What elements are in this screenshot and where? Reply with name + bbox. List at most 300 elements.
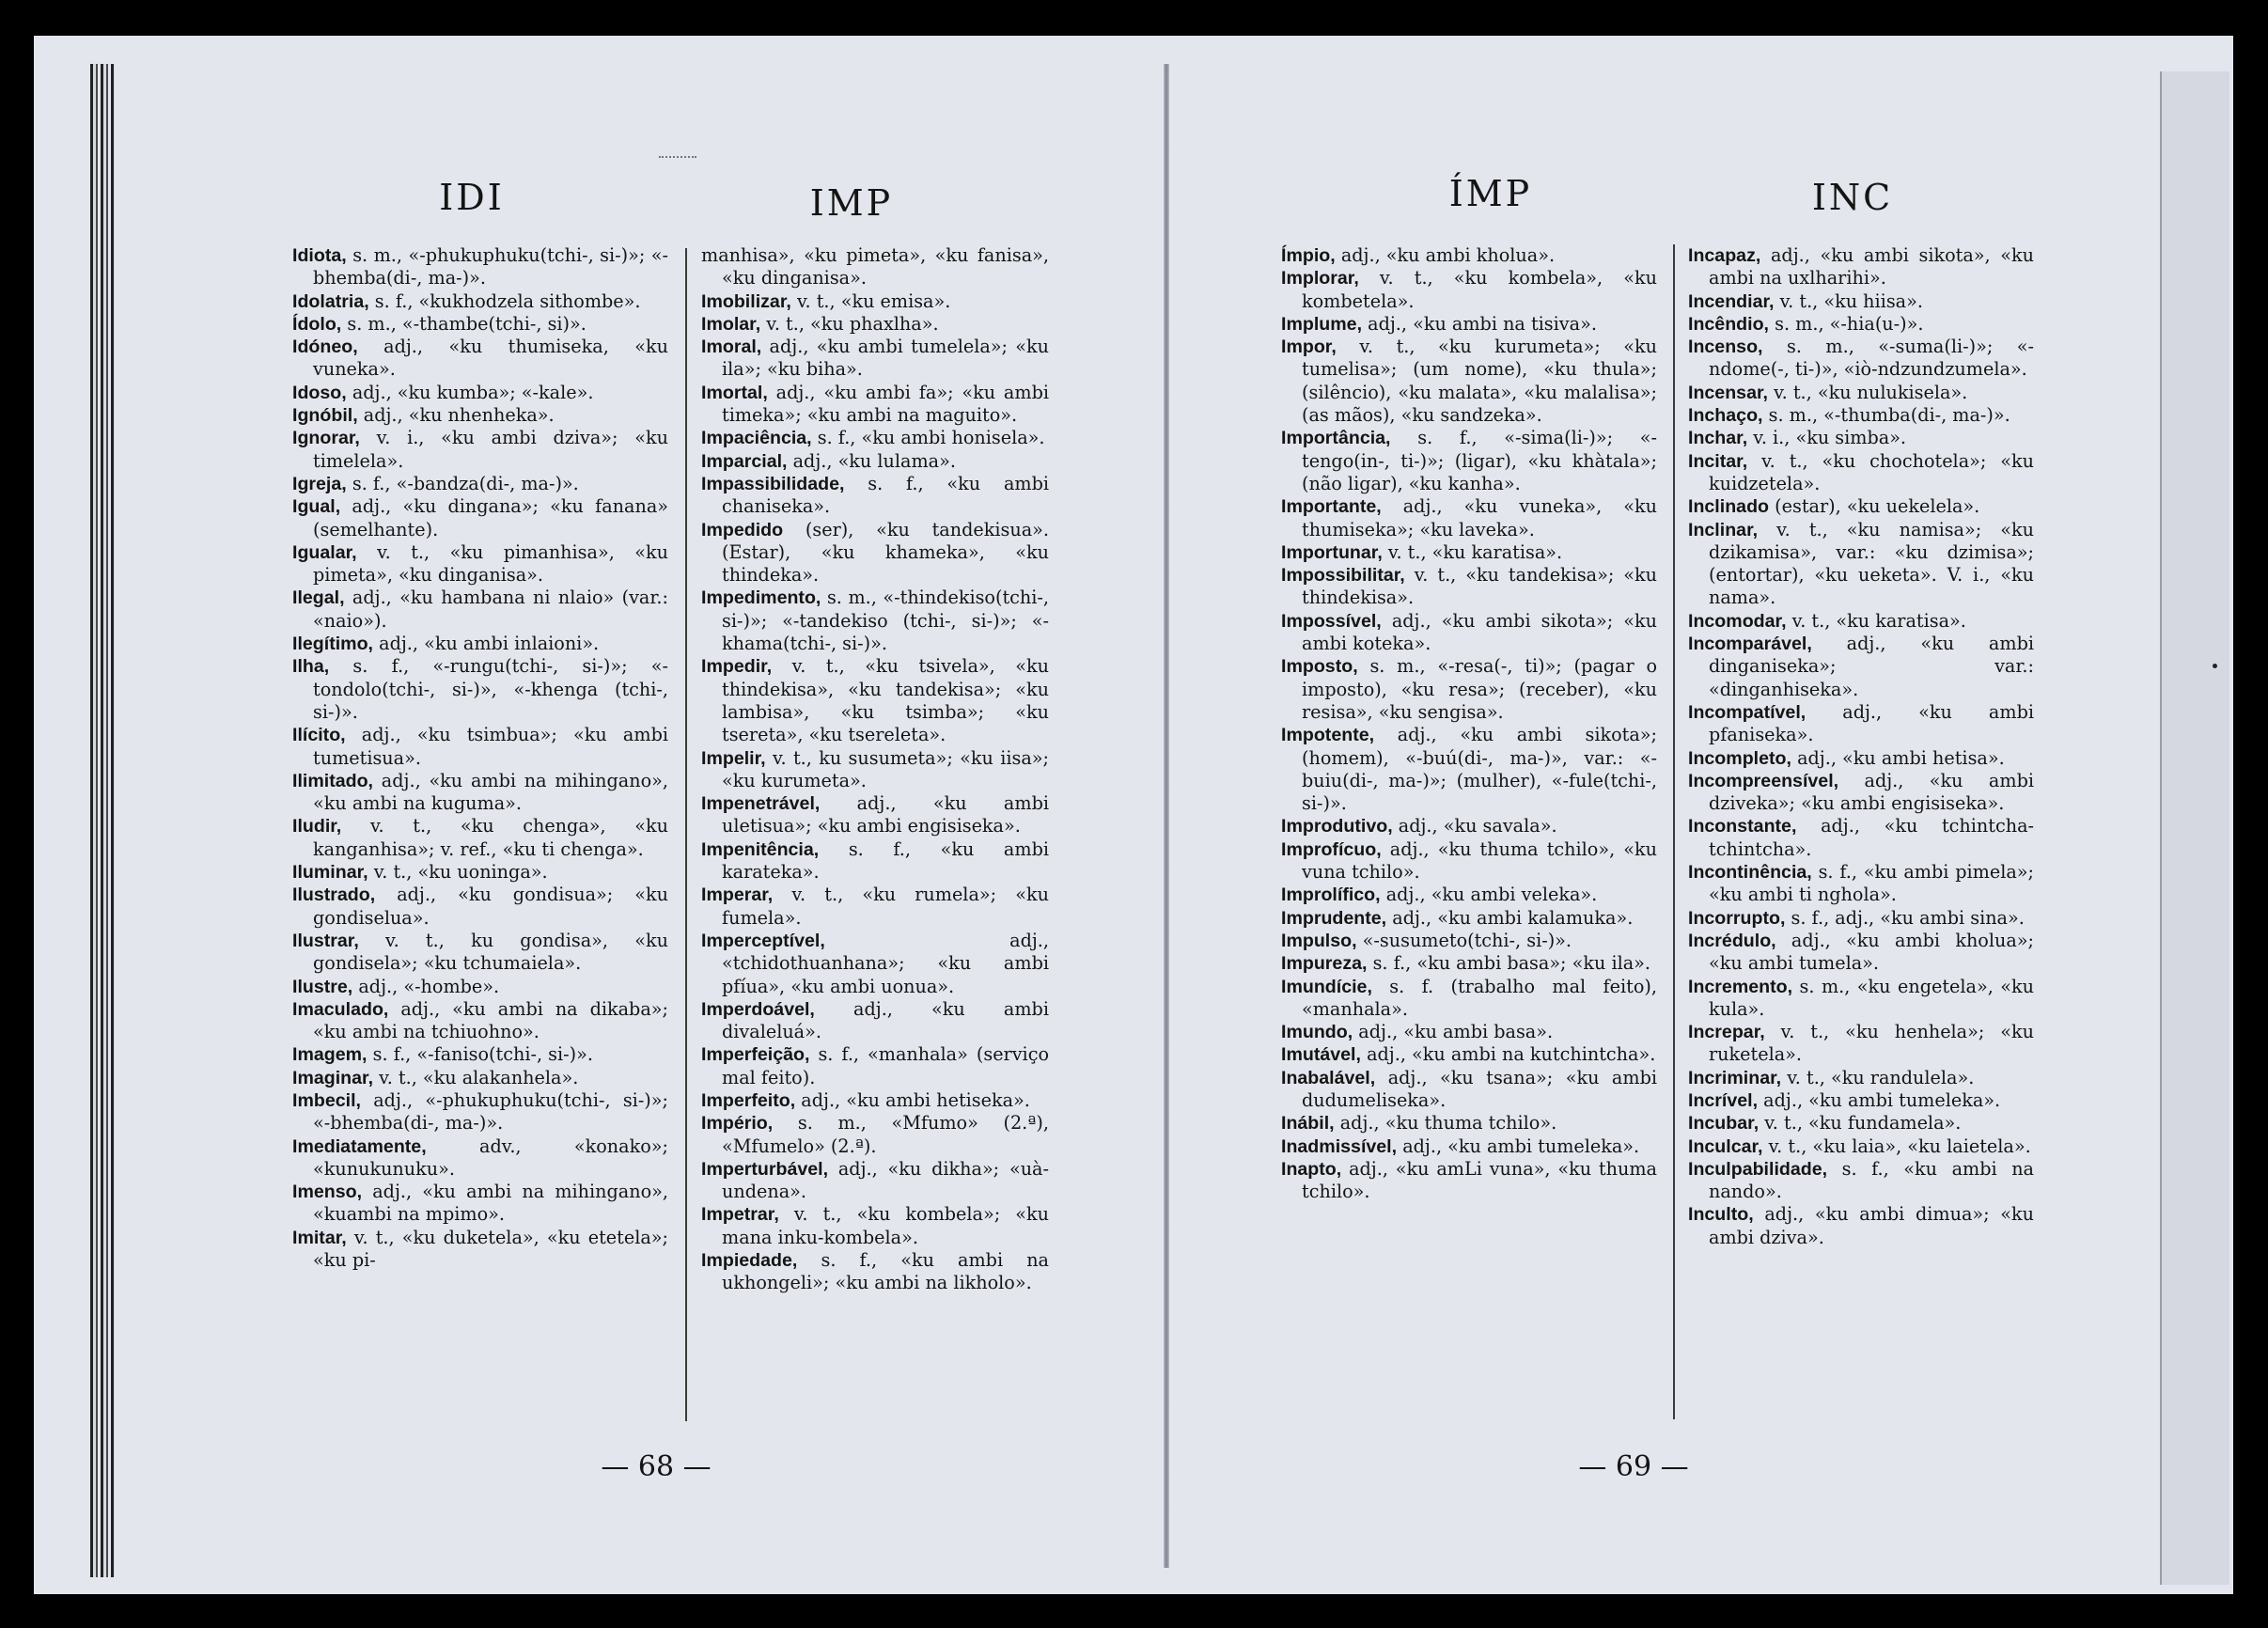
entry-definition: s. f., adj., «ku ambi sina». <box>1791 906 2025 929</box>
entry-headword: Implume, <box>1281 313 1363 335</box>
entry-definition: v. t., «ku karatisa». <box>1387 540 1563 563</box>
dictionary-entry <box>701 747 1049 793</box>
dictionary-entry <box>292 998 668 1044</box>
entry-definition: adj., «ku ambi na tisiva». <box>1368 312 1597 335</box>
entry-definition: v. t., ku gondisa», «ku gondisela»; «ku tchumaiela». <box>313 929 668 975</box>
entry-definition: v. t., «ku phaxlha». <box>766 312 939 335</box>
entry-definition: s. f., «-rungu(tchi-, si-)»; «-tondolo(tchi-, si-)», «-khenga (tchi-, si-)». <box>313 655 668 723</box>
entry-headword: Incompreensível, <box>1688 770 1839 791</box>
entry-definition: adj., «ku tsana»; «ku ambi dudumeliseka». <box>1302 1066 1657 1111</box>
entry-definition: adj., «ku thuma tchilo». <box>1339 1112 1557 1135</box>
entry-headword: Imposto, <box>1281 656 1358 678</box>
entry-definition: s. m., «-thambe(tchi-, si)». <box>347 312 587 335</box>
right-page-edge <box>2160 71 2229 1585</box>
entry-headword: Improlífico, <box>1281 884 1381 906</box>
dictionary-entry <box>292 1067 668 1089</box>
dictionary-entry <box>292 495 668 541</box>
right-page-column-1 <box>1281 244 1657 1203</box>
entry-headword: Ignóbil, <box>292 405 358 427</box>
entry-definition: v. t., «ku duketela», «ku etetela»; «ku pi- <box>313 1226 668 1272</box>
entry-headword: Igreja, <box>292 473 347 494</box>
right-header-left: ÍMP <box>1448 173 1533 214</box>
entry-headword: Imolar, <box>701 313 761 335</box>
dictionary-entry <box>292 382 668 404</box>
dictionary-entry <box>292 336 668 382</box>
dictionary-entry <box>701 1249 1049 1295</box>
entry-headword: Imobilizar, <box>701 290 791 312</box>
left-page-column-1 <box>292 244 668 1272</box>
entry-definition: adj., «ku ambi sikota», «ku ambi na uxlharihi». <box>1709 244 2034 290</box>
dictionary-entry <box>701 473 1049 519</box>
dictionary-entry <box>701 450 1049 473</box>
entry-definition: s. m., «Mfumo» (2.ª), «Mfumelo» (2.ª). <box>722 1112 1049 1157</box>
dictionary-entry <box>701 930 1049 998</box>
dictionary-entry <box>701 1043 1049 1089</box>
dictionary-entry <box>1281 930 1657 952</box>
dictionary-entry <box>1281 907 1657 930</box>
entry-headword: Inabalável, <box>1281 1067 1376 1088</box>
entry-definition: adj., «ku ambi na kutchintcha». <box>1367 1043 1656 1066</box>
entry-headword: Ilimitado, <box>292 770 374 791</box>
dictionary-entry <box>701 1158 1049 1204</box>
entry-definition: adj., «ku ambi pfaniseka». <box>1709 700 2034 746</box>
entry-definition: v. t., ku susumeta»; «ku iisa»; «ku kurumeta». <box>722 746 1049 791</box>
entry-headword: Inchar, <box>1688 428 1748 449</box>
entry-headword: Improdutivo, <box>1281 816 1393 837</box>
entry-headword: Ilícito, <box>292 725 346 746</box>
entry-headword: Ilustre, <box>292 976 353 997</box>
entry-definition: s. m., «-thindekiso(tchi-, si-)»; «-tandekiso (tchi-, si-)»; «-khama(tchi-, si-)». <box>722 587 1049 655</box>
dictionary-entry <box>701 336 1049 382</box>
entry-headword: Inconstante, <box>1688 816 1797 837</box>
entry-headword: Incenso, <box>1688 337 1763 358</box>
entry-definition: adj., «ku ambi sikota»; «ku ambi koteka». <box>1302 609 1657 655</box>
entry-headword: Importante, <box>1281 496 1382 518</box>
dictionary-entry <box>1281 1112 1657 1135</box>
right-page-column-2 <box>1688 244 2034 1249</box>
dictionary-entry <box>292 1135 668 1182</box>
dictionary-entry <box>292 655 668 724</box>
dictionary-entry <box>292 930 668 976</box>
dictionary-entry <box>292 633 668 655</box>
entry-headword: Impedido <box>701 519 784 540</box>
entry-headword: Incendiar, <box>1688 290 1775 312</box>
dictionary-entry <box>292 884 668 930</box>
print-smudge <box>659 156 696 165</box>
entry-headword: Impiedade, <box>701 1250 798 1272</box>
entry-headword: Incrível, <box>1688 1089 1759 1111</box>
dictionary-entry <box>1281 838 1657 884</box>
dictionary-entry <box>1281 541 1657 564</box>
entry-definition: adj., «ku ambi kalamuka». <box>1392 906 1634 929</box>
entry-definition: v. t., «ku chochotela»; «ku kuidzetela». <box>1709 449 2034 494</box>
dictionary-entry <box>1688 336 2034 382</box>
entry-headword: Impedir, <box>701 656 773 678</box>
dictionary-entry <box>1281 1067 1657 1113</box>
dictionary-entry <box>1688 1089 2034 1112</box>
entry-headword: Inadmissível, <box>1281 1135 1398 1157</box>
entry-headword: Impor, <box>1281 337 1337 358</box>
entry-headword: Imaginar, <box>292 1067 374 1088</box>
dictionary-entry <box>701 1203 1049 1249</box>
entry-headword: Improfícuo, <box>1281 838 1382 860</box>
entry-headword: Inchaço, <box>1688 405 1763 427</box>
dictionary-entry <box>292 861 668 884</box>
entry-headword: Imortal, <box>701 382 768 403</box>
entry-headword: Impossível, <box>1281 610 1382 632</box>
dictionary-entry <box>701 244 1049 290</box>
entry-definition: adj., «ku ambi na mihingano», «ku ambi na kuguma». <box>313 769 668 815</box>
entry-definition: adj., «ku vuneka», «ku thumiseka»; «ku laveka». <box>1302 495 1657 540</box>
dictionary-entry <box>1688 404 2034 427</box>
entry-definition: adj., «ku ambi uletisua»; «ku ambi engisiseka». <box>722 792 1049 837</box>
entry-headword: Imundície, <box>1281 976 1372 997</box>
entry-definition: adj., «ku tsimbua»; «ku ambi tumetisua». <box>313 724 668 769</box>
entry-definition: v. t., «ku tandekisa»; «ku thindekisa». <box>1302 564 1657 609</box>
dictionary-entry <box>701 792 1049 838</box>
dictionary-entry <box>701 427 1049 449</box>
entry-headword: Incompatível, <box>1688 701 1807 723</box>
dictionary-entry <box>701 519 1049 587</box>
entry-headword: Imperceptível, <box>701 930 825 951</box>
entry-definition: v. t., «ku rumela»; «ku fumela». <box>722 884 1049 929</box>
dictionary-entry <box>1281 313 1657 336</box>
right-page-number: — 69 — <box>1578 1450 1689 1483</box>
entry-headword: Impotente, <box>1281 725 1375 746</box>
entry-definition: s. f., «ku ambi basa»; «ku ila». <box>1372 952 1650 975</box>
entry-definition: s. m., «-thumba(di-, ma-)». <box>1768 404 2010 427</box>
entry-headword: Inábil, <box>1281 1113 1335 1135</box>
dictionary-entry <box>292 290 668 313</box>
book-spread <box>34 36 2233 1594</box>
entry-headword: Idiota, <box>292 245 347 266</box>
entry-definition: adj., «ku ambi tumelela»; «ku ila»; «ku biha». <box>722 336 1049 381</box>
entry-headword: Impureza, <box>1281 953 1368 975</box>
dictionary-entry <box>292 541 668 587</box>
entry-definition: adj., «ku lulama». <box>792 449 956 472</box>
entry-headword: Igual, <box>292 496 341 518</box>
dictionary-entry <box>1688 1112 2034 1135</box>
entry-definition: s. f., «-bandza(di-, ma-)». <box>352 472 579 494</box>
dictionary-entry <box>1688 815 2034 861</box>
dictionary-entry <box>1688 450 2034 496</box>
entry-definition: s. f., «ku ambi honisela». <box>817 427 1045 449</box>
entry-headword: Ilustrar, <box>292 930 359 951</box>
book-binding <box>1164 64 1169 1568</box>
entry-headword: Idóneo, <box>292 337 358 358</box>
dictionary-entry <box>1688 313 2034 336</box>
dictionary-entry <box>292 244 668 290</box>
dictionary-entry <box>1688 1135 2034 1158</box>
entry-headword: Imperfeito, <box>701 1089 796 1111</box>
entry-headword: Incomodar, <box>1688 610 1787 632</box>
dictionary-entry <box>292 815 668 861</box>
entry-definition: s. f., «-faniso(tchi-, si-)». <box>372 1043 593 1066</box>
dictionary-entry <box>701 655 1049 746</box>
dictionary-entry <box>1281 1135 1657 1158</box>
dictionary-entry <box>1281 267 1657 313</box>
left-header-right: IMP <box>809 182 894 224</box>
entry-headword: Incontinência, <box>1688 862 1812 884</box>
entry-headword: Imprudente, <box>1281 907 1387 929</box>
dictionary-entry <box>1688 244 2034 290</box>
entry-headword: Imutável, <box>1281 1044 1361 1066</box>
entry-headword: Imenso, <box>292 1182 363 1203</box>
entry-headword: Incubar, <box>1688 1113 1760 1135</box>
entry-definition: adj., «ku savala». <box>1398 815 1557 837</box>
entry-headword: Iluminar, <box>292 862 368 884</box>
dictionary-entry <box>292 1043 668 1066</box>
entry-headword: Imoral, <box>701 337 762 358</box>
entry-definition: adv., «konako»; «kunukunuku». <box>313 1135 668 1180</box>
left-page-edge <box>90 64 115 1577</box>
entry-definition: manhisa», «ku pimeta», «ku fanisa», «ku dinganisa». <box>701 244 1049 290</box>
entry-headword: Igualar, <box>292 541 357 563</box>
dictionary-entry <box>1281 1158 1657 1204</box>
dictionary-entry <box>1688 1158 2034 1204</box>
dictionary-entry <box>1688 427 2034 449</box>
dictionary-entry <box>1281 655 1657 724</box>
entry-headword: Incrédulo, <box>1688 930 1776 951</box>
left-header-left: IDI <box>439 177 505 218</box>
entry-definition: adj., «ku ambi na mihingano», «kuambi na mpimo». <box>313 1181 668 1226</box>
right-header-right: INC <box>1811 177 1894 218</box>
entry-definition: (estar), «ku uekelela». <box>1775 495 1980 518</box>
entry-definition: s. f., «kukhodzela sithombe». <box>374 290 641 312</box>
dictionary-entry <box>1281 427 1657 495</box>
dictionary-entry <box>1281 976 1657 1022</box>
dictionary-entry <box>1688 610 2034 633</box>
entry-definition: adj., «ku dingana»; «ku fanana» (semelhante). <box>313 495 668 540</box>
entry-headword: Importunar, <box>1281 541 1383 563</box>
speck <box>2213 664 2217 668</box>
dictionary-entry <box>1281 815 1657 837</box>
entry-definition: adj., «ku ambi dinganiseka»; var.: «dinganhiseka». <box>1709 633 2034 700</box>
entry-definition: v. t., «ku henhela»; «ku ruketela». <box>1709 1021 2034 1066</box>
entry-headword: Imperfeição, <box>701 1044 810 1066</box>
entry-definition: s. f., «ku ambi pimela»; «ku ambi ti nghola». <box>1709 861 2034 906</box>
entry-headword: Ignorar, <box>292 428 360 449</box>
entry-headword: Impossibilitar, <box>1281 565 1405 587</box>
entry-definition: s. f., «manhala» (serviço mal feito). <box>722 1043 1049 1088</box>
entry-headword: Ímpio, <box>1281 245 1336 266</box>
dictionary-entry <box>1281 610 1657 656</box>
dictionary-entry <box>701 838 1049 884</box>
dictionary-entry <box>292 404 668 427</box>
entry-definition: adj., «ku ambi fa»; «ku ambi timeka»; «ku ambi na maguito». <box>722 381 1049 427</box>
entry-headword: Imundo, <box>1281 1022 1353 1043</box>
entry-definition: s. f., «-sima(li-)»; «-tengo(in-, ti-)»; (ligar), «ku khàtala»; (não ligar), «ku kanha». <box>1302 427 1657 494</box>
dictionary-entry <box>1688 1203 2034 1249</box>
dictionary-entry <box>701 1112 1049 1158</box>
entry-headword: Império, <box>701 1113 774 1135</box>
entry-definition: v. t., «ku uoninga». <box>373 861 548 884</box>
entry-definition: adj., «ku thuma tchilo», «ku vuna tchilo». <box>1302 837 1657 884</box>
entry-definition: s. f., «ku ambi chaniseka». <box>722 472 1049 518</box>
entry-headword: Iludir, <box>292 816 342 837</box>
entry-definition: s. m., «-resa(-, ti)»; (pagar o imposto), «ku resa»; (receber), «ku resisa», «ku sengisa». <box>1302 655 1657 723</box>
entry-headword: Idoso, <box>292 382 347 403</box>
dictionary-entry <box>1281 952 1657 975</box>
entry-definition: v. t., «ku nulukisela». <box>1774 381 1968 403</box>
entry-headword: Impenetrável, <box>701 793 821 815</box>
entry-definition: v. i., «ku simba». <box>1753 427 1907 449</box>
entry-headword: Incomparável, <box>1688 634 1812 655</box>
dictionary-entry <box>701 313 1049 336</box>
dictionary-entry <box>1688 701 2034 747</box>
entry-headword: Implorar, <box>1281 268 1359 290</box>
entry-definition: s. m., «-hia(u-)». <box>1775 312 1924 335</box>
entry-definition: «-susumeto(tchi-, si-)». <box>1362 929 1572 951</box>
entry-headword: Imbecil, <box>292 1089 361 1111</box>
entry-definition: v. t., «ku namisa»; «ku dzikamisa», var.: «ku dzimisa»; (entortar), «ku ueketa». V. i., «ku nama». <box>1709 518 2034 609</box>
entry-headword: Imperturbável, <box>701 1158 829 1180</box>
entry-definition: adj., «ku ambi tumeleka». <box>1402 1135 1640 1157</box>
entry-headword: Inapto, <box>1281 1158 1342 1180</box>
dictionary-entry <box>1281 564 1657 610</box>
column-rule-left <box>685 248 687 1421</box>
dictionary-entry <box>701 998 1049 1044</box>
dictionary-entry <box>1281 336 1657 427</box>
entry-definition: v. t., «ku karatisa». <box>1791 609 1966 632</box>
entry-definition: adj., «ku tchintcha-tchintcha». <box>1709 815 2034 860</box>
entry-definition: s. f., «ku ambi karateka». <box>722 837 1049 884</box>
entry-definition: adj., «ku hambana ni nlaio» (var.: «naio»). <box>313 587 668 632</box>
dictionary-entry <box>292 473 668 495</box>
entry-headword: Imparcial, <box>701 450 788 472</box>
dictionary-entry <box>1281 1043 1657 1066</box>
entry-headword: Impedimento, <box>701 587 821 609</box>
dictionary-entry <box>1688 519 2034 610</box>
entry-definition: s. f., «ku ambi na ukhongeli»; «ku ambi na likholo». <box>722 1249 1049 1294</box>
entry-definition: s. m., «ku engetela», «ku kula». <box>1709 975 2034 1020</box>
entry-headword: Ídolo, <box>292 313 342 335</box>
dictionary-entry <box>1688 1021 2034 1067</box>
dictionary-entry <box>1688 382 2034 404</box>
entry-definition: v. t., «ku fundamela». <box>1764 1112 1962 1135</box>
entry-definition: v. t., «ku kombela», «ku kombetela». <box>1302 267 1657 312</box>
dictionary-entry <box>701 884 1049 930</box>
entry-definition: adj., «ku ambi dimua»; «ku ambi dziva». <box>1709 1203 2034 1248</box>
entry-definition: s. m., «-phukuphuku(tchi-, si-)»; «-bhemba(di-, ma-)». <box>313 244 668 290</box>
dictionary-entry <box>1281 884 1657 906</box>
dictionary-entry <box>292 976 668 998</box>
entry-headword: Incitar, <box>1688 450 1748 472</box>
entry-definition: adj., «ku dikha»; «uà-undena». <box>722 1157 1049 1203</box>
dictionary-entry <box>1688 770 2034 816</box>
entry-definition: adj., «ku ambi inlaioni». <box>379 633 600 655</box>
dictionary-entry <box>292 1181 668 1227</box>
entry-definition: (ser), «ku tandekisua». (Estar), «ku khameka», «ku thindeka». <box>722 518 1049 587</box>
entry-definition: v. t., «ku kombela»; «ku mana inku-kombela». <box>722 1203 1049 1248</box>
entry-definition: adj., «-hombe». <box>358 975 500 997</box>
entry-definition: s. f. (trabalho mal feito), «manhala». <box>1302 975 1657 1020</box>
entry-headword: Increpar, <box>1688 1022 1765 1043</box>
entry-headword: Incriminar, <box>1688 1067 1782 1088</box>
entry-definition: adj., «ku ambi hetiseka». <box>801 1088 1030 1111</box>
dictionary-entry <box>292 724 668 770</box>
dictionary-entry <box>292 1089 668 1135</box>
entry-headword: Ilustrado, <box>292 884 376 906</box>
entry-definition: adj., «-phukuphuku(tchi-, si-)»; «-bhemba(di-, ma-)». <box>313 1088 668 1135</box>
entry-headword: Inculto, <box>1688 1204 1754 1226</box>
entry-definition: v. t., «ku alakanhela». <box>379 1066 579 1088</box>
entry-headword: Imediatamente, <box>292 1135 427 1157</box>
entry-headword: Inculpabilidade, <box>1688 1158 1828 1180</box>
entry-definition: adj., «ku thumiseka, «ku vuneka». <box>313 336 668 381</box>
entry-definition: s. f., «ku ambi na nando». <box>1709 1157 2034 1203</box>
left-page-column-2 <box>701 244 1049 1295</box>
dictionary-entry <box>1688 907 2034 930</box>
entry-headword: Incremento, <box>1688 976 1793 997</box>
left-page-number: — 68 — <box>601 1450 712 1483</box>
entry-headword: Inclinado <box>1688 496 1770 518</box>
dictionary-entry <box>1281 495 1657 541</box>
dictionary-entry <box>292 770 668 816</box>
entry-headword: Impassibilidade, <box>701 473 845 494</box>
entry-headword: Imperar, <box>701 884 774 906</box>
dictionary-entry <box>701 382 1049 428</box>
entry-definition: v. i., «ku ambi dziva»; «ku timelela». <box>313 427 668 472</box>
entry-headword: Imaculado, <box>292 998 389 1020</box>
entry-definition: v. t., «ku hiisa». <box>1779 290 1923 312</box>
entry-headword: Impenitência, <box>701 838 820 860</box>
dictionary-entry <box>292 427 668 473</box>
entry-definition: v. t., «ku chenga», «ku kanganhisa»; v. ref., «ku ti chenga». <box>313 815 668 860</box>
entry-headword: Importância, <box>1281 428 1391 449</box>
dictionary-entry <box>701 290 1049 313</box>
dictionary-entry <box>292 313 668 336</box>
entry-headword: Impaciência, <box>701 428 812 449</box>
entry-definition: v. t., «ku emisa». <box>796 290 951 312</box>
dictionary-entry <box>1281 724 1657 815</box>
dictionary-entry <box>1281 1021 1657 1043</box>
entry-definition: adj., «tchidothuanhana»; «ku ambi pfíua», «ku ambi uonua». <box>722 929 1049 997</box>
entry-definition: adj., «ku nhenheka». <box>363 404 555 427</box>
entry-headword: Impulso, <box>1281 930 1357 951</box>
dictionary-entry <box>292 1227 668 1273</box>
entry-definition: adj., «ku ambi kholua». <box>1340 244 1556 266</box>
entry-headword: Imitar, <box>292 1227 347 1248</box>
dictionary-entry <box>1688 290 2034 313</box>
entry-headword: Inclinar, <box>1688 519 1759 540</box>
entry-definition: adj., «ku ambi basa». <box>1358 1021 1554 1043</box>
dictionary-entry <box>292 587 668 633</box>
entry-definition: adj., «ku ambi na dikaba»; «ku ambi na tchiuohno». <box>313 997 668 1043</box>
dictionary-entry <box>1688 976 2034 1022</box>
entry-definition: v. t., «ku laia», «ku laietela». <box>1768 1135 2031 1157</box>
entry-definition: adj., «ku ambi veleka». <box>1385 884 1598 906</box>
dictionary-entry <box>1688 747 2034 770</box>
dictionary-entry <box>1688 1067 2034 1089</box>
entry-headword: Incapaz, <box>1688 245 1761 266</box>
entry-definition: v. t., «ku randulela». <box>1787 1066 1975 1088</box>
entry-definition: adj., «ku gondisua»; «ku gondiselua». <box>313 884 668 929</box>
dictionary-entry <box>1281 244 1657 267</box>
dictionary-entry <box>1688 861 2034 907</box>
entry-definition: v. t., «ku pimanhisa», «ku pimeta», «ku dinganisa». <box>313 540 668 587</box>
entry-headword: Ilha, <box>292 656 330 678</box>
dictionary-entry <box>1688 495 2034 518</box>
entry-definition: v. t., «ku tsivela», «ku thindekisa», «ku tandekisa»; «ku lambisa», «ku tsimba»; «ku tsereta», «ku tsereleta». <box>722 655 1049 746</box>
entry-headword: Imagem, <box>292 1044 368 1066</box>
dictionary-entry <box>701 1089 1049 1112</box>
entry-definition: adj., «ku ambi hetisa». <box>1797 746 2005 769</box>
dictionary-entry <box>1688 930 2034 976</box>
entry-headword: Impelir, <box>701 747 766 769</box>
entry-headword: Incorrupto, <box>1688 907 1786 929</box>
entry-definition: v. t., «ku kurumeta»; «ku tumelisa»; (um nome), «ku thula»; (silêncio), «ku malata», «ku malalisa»; (as mãos), «ku sandzeka». <box>1302 336 1657 427</box>
